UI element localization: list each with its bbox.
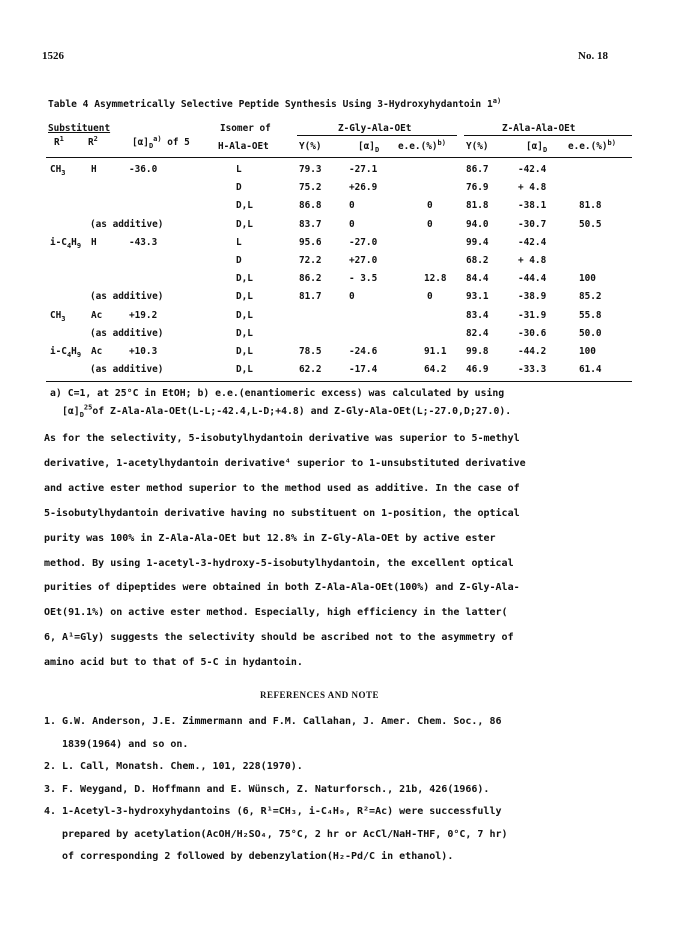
- cell-ala-yield: 84.4: [466, 273, 489, 285]
- cell-gly-alpha: -17.4: [349, 364, 378, 376]
- body-line: purities of dipeptides were obtained in both Z-Ala-Ala-OEt(100%) and Z-Gly-Ala-: [44, 582, 520, 594]
- cell-isomer: D: [236, 182, 242, 194]
- cell-ala-alpha: -30.7: [518, 218, 547, 230]
- reference-number: 4.: [44, 806, 57, 817]
- cell-gly-yield: 78.5: [299, 346, 322, 357]
- cell-isomer: D,L: [236, 273, 253, 285]
- footnote-line-2: $[\alpha]_D^{25}of$ Z-Ala-Ala-OEt(L-L;-42.4,L-D;+4.8) and Z-Gly-Ala-OEt(L;-27.0,D;27.0).: [62, 403, 512, 419]
- reference-number: 2.: [44, 761, 57, 772]
- gly-group-rule: [297, 135, 457, 136]
- cell-ala-yield: 82.4: [466, 327, 489, 339]
- cell-alpha: +19.2: [129, 309, 158, 321]
- cell-ala-alpha: -44.4: [518, 273, 547, 285]
- cell-gly-alpha: 0: [349, 291, 355, 303]
- reference-line: F. Weygand, D. Hoffmann and E. Wünsch, Z. Naturforsch., 21b, 426(1966).: [62, 783, 490, 795]
- reference-line: of corresponding 2 followed by debenzylation(H₂-Pd/C in ethanol).: [62, 851, 454, 862]
- col-h-ala-oet: H-Ala-OEt: [218, 141, 269, 152]
- cell-ala-alpha: -30.6: [518, 327, 547, 339]
- cell-ala-ee: 100: [579, 346, 596, 357]
- cell-ala-yield: 76.9: [466, 182, 489, 194]
- cell-isomer: D,L: [236, 218, 253, 230]
- cell-isomer: D: [236, 255, 242, 266]
- cell-isomer: L: [236, 164, 242, 175]
- header-substituent: Substituent: [48, 123, 111, 134]
- cell-ala-yield: 81.8: [466, 200, 489, 212]
- cell-ala-yield: 83.4: [466, 309, 489, 321]
- reference-line: 1839(1964) and so on.: [62, 738, 189, 750]
- cell-alpha: -36.0: [129, 164, 158, 175]
- cell-ala-yield: 93.1: [466, 291, 489, 303]
- cell-gly-yield: 75.2: [299, 182, 322, 194]
- cell-isomer: D,L: [236, 291, 253, 303]
- body-line: and active ester method superior to the method used as additive. In the case of: [44, 482, 520, 494]
- col-ala-alpha: $[\alpha]_D$: [526, 141, 548, 154]
- cell-gly-yield: 83.7: [299, 218, 322, 230]
- cell-r1: $i-C_4H_9$: [50, 346, 82, 359]
- cell-ala-alpha: -31.9: [518, 309, 547, 321]
- cell-ala-alpha: -38.9: [518, 291, 547, 303]
- reference-line: 1-Acetyl-3-hydroxyhydantoins (6, R¹=CH₃, i-C₄H₉, R²=Ac) were successfully: [62, 806, 502, 817]
- body-line: 5-isobutylhydantoin derivative having no substituent on 1-position, the optical: [44, 507, 520, 519]
- col-gly-yield: Y(%): [299, 141, 322, 152]
- cell-gly-yield: 95.6: [299, 236, 322, 248]
- cell-r1: $CH_3$: [50, 309, 66, 323]
- cell-ala-ee: 61.4: [579, 364, 602, 376]
- cell-gly-yield: 86.2: [299, 273, 322, 285]
- cell-alpha: -43.3: [129, 236, 158, 248]
- reference-number: 1.: [44, 716, 57, 727]
- cell-r2: H: [91, 236, 97, 248]
- cell-r1: (as additive): [90, 364, 164, 376]
- col-alpha-of-5: $[\alpha]_D^{a)}$ of 5: [132, 134, 190, 150]
- cell-ala-alpha: -44.2: [518, 346, 547, 357]
- cell-gly-ee: 12.8: [424, 273, 447, 285]
- cell-r2: Ac: [91, 309, 103, 321]
- footnote-line-1: a) C=1, at 25°C in EtOH; b) e.e.(enantiomeric excess) was calculated by using: [50, 388, 505, 399]
- body-line: OEt(91.1%) on active ester method. Especially, high efficiency in the latter(: [44, 607, 508, 619]
- cell-ala-alpha: + 4.8: [518, 182, 547, 194]
- cell-ala-alpha: -33.3: [518, 364, 547, 376]
- col-ala-ee: e.e.(%)$^{b)}$: [568, 138, 616, 152]
- col-gly-ee: e.e.(%)$^{b)}$: [398, 138, 446, 152]
- cell-gly-alpha: -27.0: [349, 236, 378, 248]
- cell-r1: $i-C_4H_9$: [50, 236, 82, 250]
- cell-r1: (as additive): [90, 218, 164, 230]
- cell-gly-yield: 86.8: [299, 200, 322, 212]
- cell-gly-alpha: 0: [349, 200, 355, 212]
- cell-gly-ee: 0: [427, 200, 433, 212]
- cell-ala-ee: 85.2: [579, 291, 602, 303]
- cell-r2: H: [91, 164, 97, 175]
- col-r1: $R^1$: [54, 134, 64, 148]
- cell-ala-ee: 50.5: [579, 218, 602, 230]
- references-title: REFERENCES AND NOTE: [260, 690, 380, 700]
- cell-gly-alpha: -24.6: [349, 346, 378, 357]
- cell-r1: (as additive): [90, 327, 164, 339]
- col-r2: $R^2$: [88, 134, 98, 148]
- cell-ala-ee: 50.0: [579, 327, 602, 339]
- cell-isomer: D,L: [236, 364, 253, 376]
- cell-gly-yield: 81.7: [299, 291, 322, 303]
- page-number: 1526: [42, 50, 64, 62]
- body-line: As for the selectivity, 5-isobutylhydantoin derivative was superior to 5-methyl: [44, 433, 520, 444]
- body-line: method. By using 1-acetyl-3-hydroxy-5-isobutylhydantoin, the excellent optical: [44, 557, 514, 569]
- header-gly: Z-Gly-Ala-OEt: [338, 123, 412, 134]
- cell-ala-alpha: -42.4: [518, 164, 547, 175]
- cell-alpha: +10.3: [129, 346, 158, 357]
- cell-gly-alpha: -27.1: [349, 164, 378, 175]
- cell-gly-ee: 0: [427, 218, 433, 230]
- body-line: derivative, 1-acetylhydantoin derivative⁴ superior to 1-unsubstituted derivative: [44, 457, 526, 469]
- cell-ala-alpha: -38.1: [518, 200, 547, 212]
- reference-number: 3.: [44, 783, 57, 795]
- journal-issue: No. 18: [578, 50, 608, 62]
- body-line: purity was 100% in Z-Ala-Ala-OEt but 12.8% in Z-Gly-Ala-OEt by active ester: [44, 532, 496, 544]
- body-line: amino acid but to that of 5-C in hydantoin.: [44, 657, 303, 669]
- reference-line: prepared by acetylation(AcOH/H₂SO₄, 75°C, 2 hr or AcCl/NaH-THF, 0°C, 7 hr): [62, 828, 508, 840]
- cell-isomer: D,L: [236, 346, 253, 357]
- cell-ala-yield: 99.4: [466, 236, 489, 248]
- cell-ala-yield: 99.8: [466, 346, 489, 357]
- cell-isomer: D,L: [236, 309, 253, 321]
- cell-ala-yield: 86.7: [466, 164, 489, 175]
- cell-isomer: D,L: [236, 200, 253, 212]
- col-gly-alpha: $[\alpha]_D$: [358, 141, 380, 154]
- cell-gly-yield: 72.2: [299, 255, 322, 266]
- cell-ala-alpha: -42.4: [518, 236, 547, 248]
- body-line: 6, A¹=Gly) suggests the selectivity should be ascribed not to the asymmetry of: [44, 632, 514, 644]
- cell-gly-alpha: 0: [349, 218, 355, 230]
- table-caption: Table 4 Asymmetrically Selective Peptide Synthesis Using 3-Hydroxyhydantoin 1$^{a)}$: [48, 96, 502, 110]
- cell-r2: Ac: [91, 346, 103, 357]
- cell-gly-yield: 79.3: [299, 164, 322, 175]
- cell-gly-alpha: - 3.5: [349, 273, 378, 285]
- cell-isomer: D,L: [236, 327, 253, 339]
- cell-ala-alpha: + 4.8: [518, 255, 547, 266]
- cell-ala-ee: 100: [579, 273, 596, 285]
- cell-ala-yield: 68.2: [466, 255, 489, 266]
- cell-gly-ee: 0: [427, 291, 433, 303]
- reference-line: G.W. Anderson, J.E. Zimmermann and F.M. Callahan, J. Amer. Chem. Soc., 86: [62, 716, 502, 727]
- cell-ala-yield: 94.0: [466, 218, 489, 230]
- header-rule: [46, 157, 632, 158]
- cell-r1: $CH_3$: [50, 164, 66, 177]
- col-ala-yield: Y(%): [466, 141, 489, 152]
- table-bottom-rule: [46, 381, 632, 382]
- ala-group-rule: [464, 135, 632, 136]
- reference-line: L. Call, Monatsh. Chem., 101, 228(1970).: [62, 761, 303, 772]
- cell-gly-ee: 64.2: [424, 364, 447, 376]
- header-isomer-of: Isomer of: [220, 123, 271, 134]
- cell-ala-ee: 81.8: [579, 200, 602, 212]
- cell-gly-ee: 91.1: [424, 346, 447, 357]
- cell-gly-alpha: +27.0: [349, 255, 378, 266]
- cell-gly-alpha: +26.9: [349, 182, 378, 194]
- cell-ala-ee: 55.8: [579, 309, 602, 321]
- cell-r1: (as additive): [90, 291, 164, 303]
- cell-ala-yield: 46.9: [466, 364, 489, 376]
- header-ala: Z-Ala-Ala-OEt: [502, 123, 576, 134]
- cell-gly-yield: 62.2: [299, 364, 322, 376]
- cell-isomer: L: [236, 236, 242, 248]
